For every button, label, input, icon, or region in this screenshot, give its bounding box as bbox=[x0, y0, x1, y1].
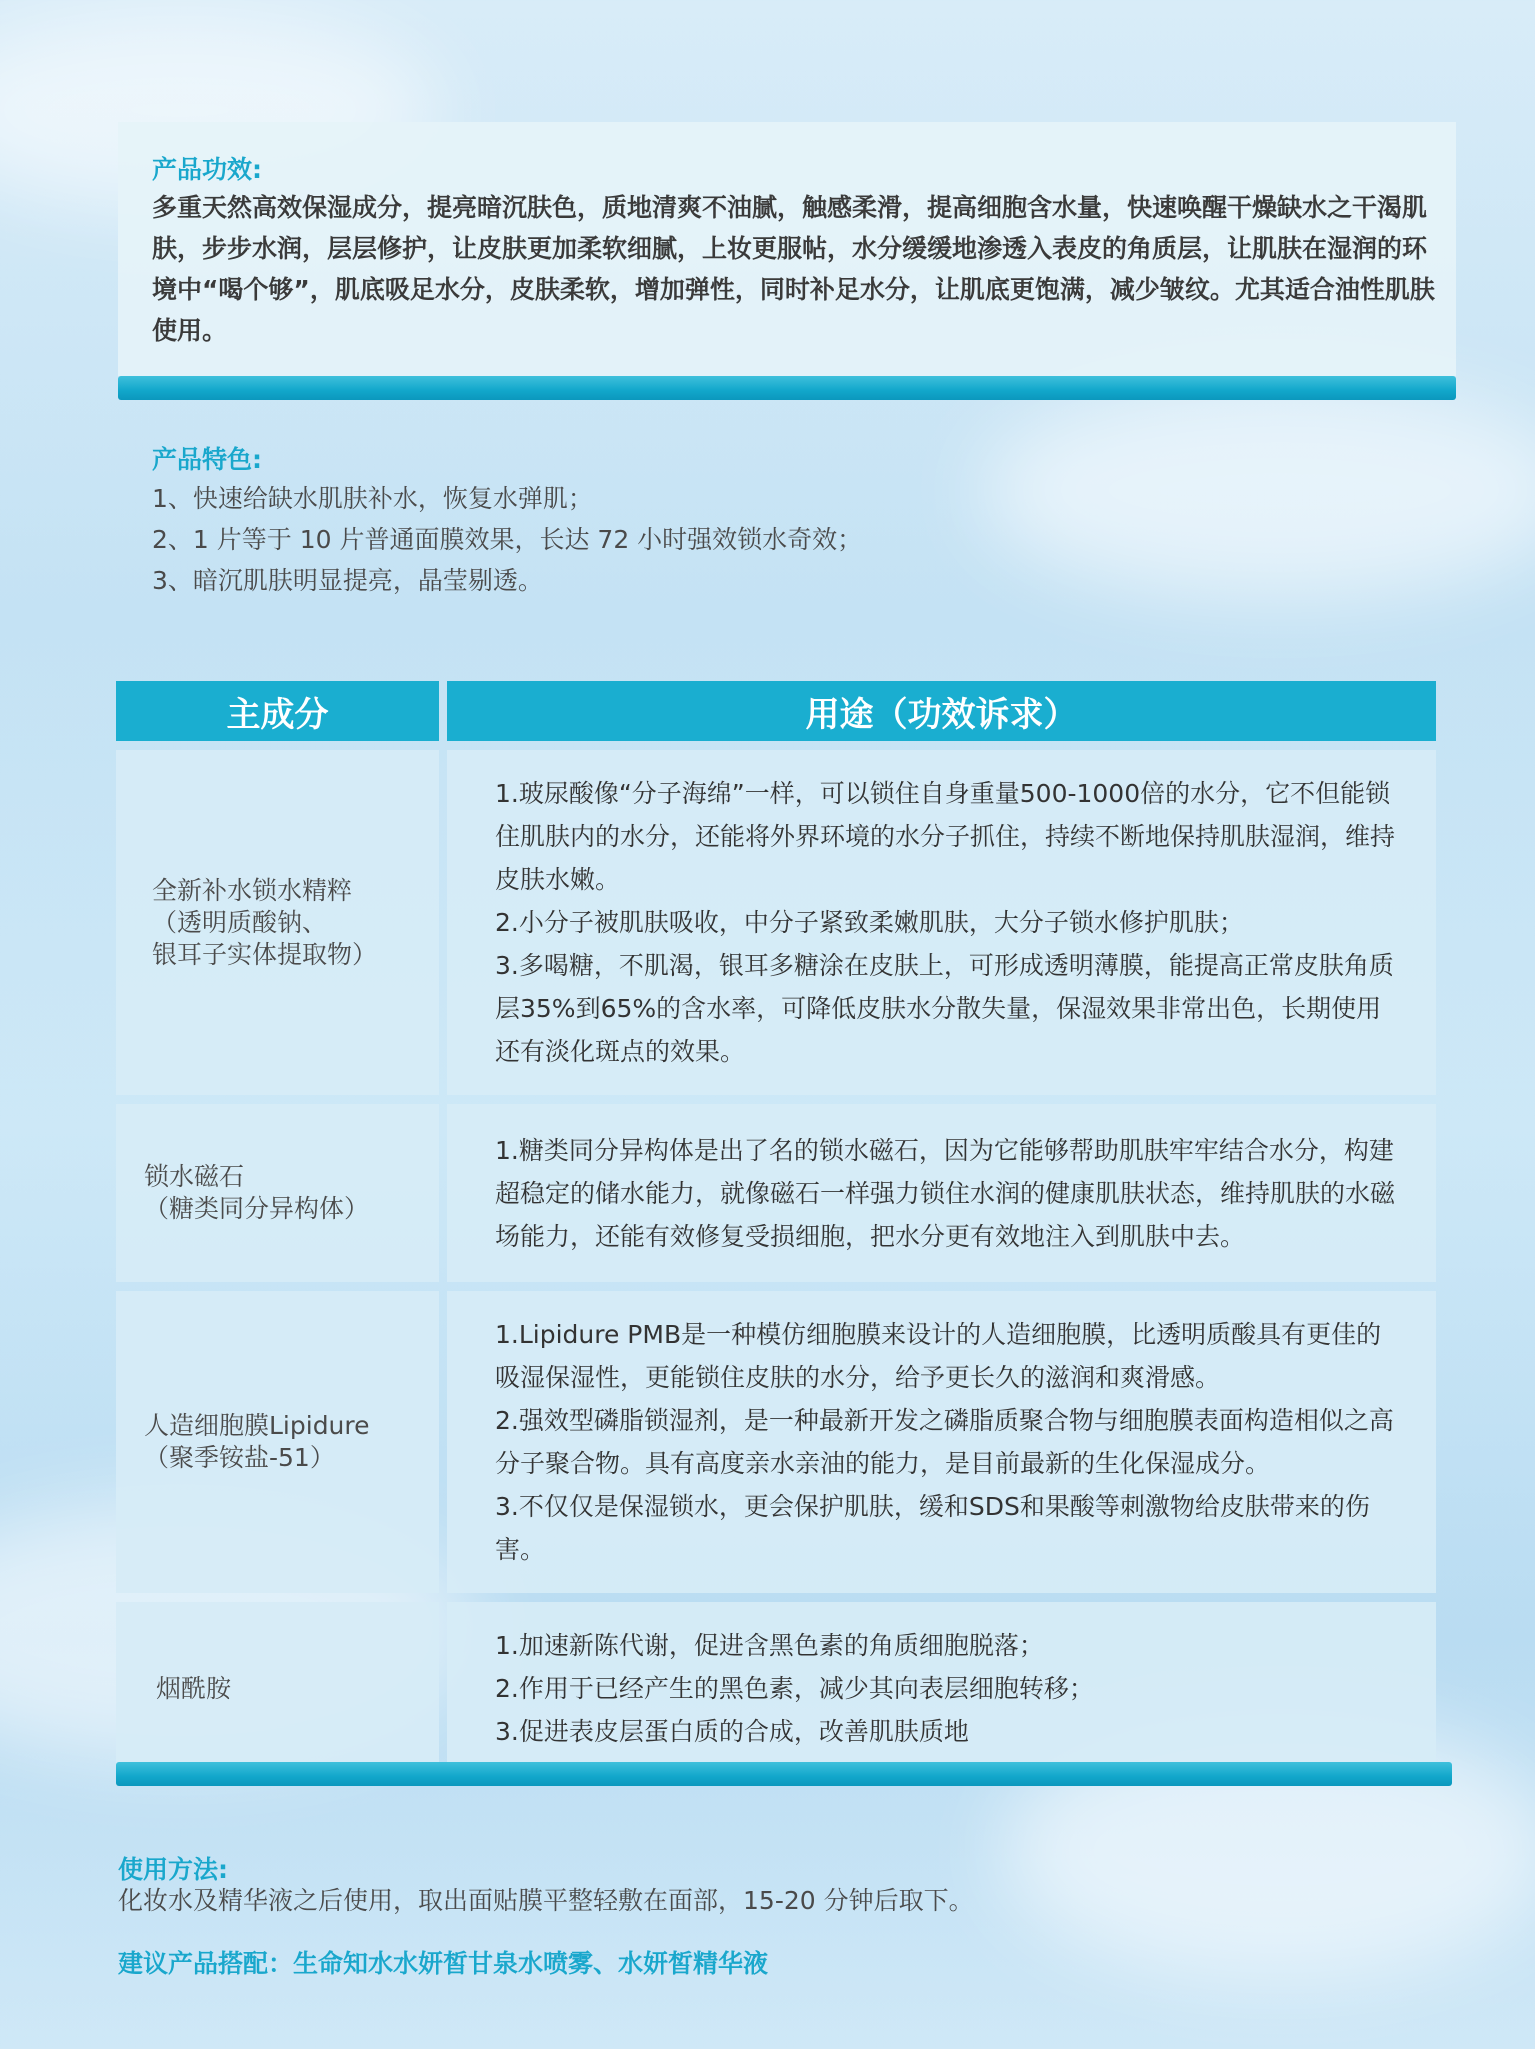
efficacy-text: 多重天然高效保湿成分，提亮暗沉肤色，质地清爽不油腻，触感柔滑，提高细胞含水量，快速唤醒干燥缺水之干渴肌肤，步步水润，层层修护，让皮肤更加柔软细腻，上妆更服帖，水分缓缓地渗透入表皮的角质层，让肌肤在湿润的环境中“喝个够”，肌底吸足水分，皮肤柔软，增加弹性，同时补足水分，让肌底更饱满，减少皱纹。尤其适合油性肌肤使用。 bbox=[152, 193, 1435, 345]
ingredient-name-line: （透明质酸钠、 bbox=[152, 907, 328, 937]
ingredient-name-line: 人造细胞膜Lipidure bbox=[144, 1411, 370, 1440]
usage-line: 1.玻尿酸像“分子海绵”一样，可以锁住自身重量500-1000倍的水分，它不但能锁住肌肤内的水分，还能将外界环境的水分子抓住，持续不断地保持肌肤湿润，维持皮肤水嫩。 bbox=[495, 779, 1396, 894]
table-row bbox=[116, 1602, 1436, 1775]
ingredient-name-line: 全新补水锁水精粹 bbox=[152, 875, 353, 905]
ingredient-usage-cell bbox=[447, 1291, 1436, 1593]
table-row bbox=[116, 750, 1436, 1095]
usage-label: 使用方法: bbox=[118, 1855, 228, 1884]
ingredient-name-cell bbox=[116, 750, 439, 1095]
ingredient-name-cell bbox=[116, 1104, 439, 1282]
ingredient-name-cell bbox=[116, 1291, 439, 1593]
table-bottom-band bbox=[116, 1762, 1452, 1786]
ingredient-name-cell bbox=[116, 1602, 439, 1775]
cloud-decoration bbox=[980, 380, 1535, 600]
table-header-row bbox=[116, 681, 1436, 741]
usage-line: 1.Lipidure PMB是一种模仿细胞膜来设计的人造细胞膜，比透明质酸具有更佳的吸湿保湿性，更能锁住皮肤的水分，给予更长久的滋润和爽滑感。 bbox=[495, 1320, 1382, 1392]
header-usage: 用途（功效诉求） bbox=[447, 681, 1436, 741]
features-label: 产品特色: bbox=[152, 445, 262, 474]
features-list bbox=[152, 478, 862, 601]
table-row bbox=[116, 1291, 1436, 1593]
usage-line: 3.促进表皮层蛋白质的合成，改善肌肤质地 bbox=[495, 1717, 969, 1746]
ingredient-usage-cell bbox=[447, 750, 1436, 1095]
ingredients-table bbox=[108, 672, 1444, 1784]
usage-line: 3.不仅仅是保湿锁水，更会保护肌肤，缓和SDS和果酸等刺激物给皮肤带来的伤害。 bbox=[495, 1492, 1370, 1564]
table-row bbox=[116, 1104, 1436, 1282]
ingredient-usage-cell bbox=[447, 1104, 1436, 1282]
pairing-recommendation: 建议产品搭配：生命知水水妍皙甘泉水喷雾、水妍皙精华液 bbox=[118, 1949, 769, 1978]
efficacy-label: 产品功效: bbox=[152, 155, 262, 184]
usage-line: 1.加速新陈代谢，促进含黑色素的角质细胞脱落； bbox=[495, 1631, 1044, 1660]
ingredient-name-line: （聚季铵盐-51） bbox=[144, 1443, 335, 1472]
usage-text: 化妆水及精华液之后使用，取出面贴膜平整轻敷在面部，15-20 分钟后取下。 bbox=[118, 1886, 974, 1915]
ingredient-name-line: 烟酰胺 bbox=[156, 1673, 232, 1703]
feature-item: 1、快速给缺水肌肤补水，恢复水弹肌； bbox=[152, 484, 593, 513]
usage-line: 3.多喝糖，不肌渴，银耳多糖涂在皮肤上，可形成透明薄膜，能提高正常皮肤角质层35%到65%的含水率，可降低皮肤水分散失量，保湿效果非常出色，长期使用还有淡化斑点的效果。 bbox=[495, 951, 1394, 1066]
usage-line: 2.小分子被肌肤吸收，中分子紧致柔嫩肌肤，大分子锁水修护肌肤； bbox=[495, 908, 1244, 937]
ingredient-name-line: 银耳子实体提取物） bbox=[152, 939, 378, 969]
usage-line: 2.作用于已经产生的黑色素，减少其向表层细胞转移； bbox=[495, 1674, 1094, 1703]
usage-line: 1.糖类同分异构体是出了名的锁水磁石，因为它能够帮助肌肤牢牢结合水分，构建超稳定的储水能力，就像磁石一样强力锁住水润的健康肌肤状态，维持肌肤的水磁场能力，还能有效修复受损细胞，把水分更有效地注入到肌肤中去。 bbox=[495, 1135, 1396, 1251]
ingredient-name-line: 锁水磁石 bbox=[144, 1162, 245, 1191]
header-ingredient: 主成分 bbox=[116, 681, 439, 741]
ingredient-usage-cell bbox=[447, 1602, 1436, 1775]
feature-item: 3、暗沉肌肤明显提亮，晶莹剔透。 bbox=[152, 566, 543, 595]
usage-line: 2.强效型磷脂锁湿剂，是一种最新开发之磷脂质聚合物与细胞膜表面构造相似之高分子聚合物。具有高度亲水亲油的能力，是目前最新的生化保湿成分。 bbox=[495, 1406, 1394, 1478]
feature-item: 2、1 片等于 10 片普通面膜效果，长达 72 小时强效锁水奇效； bbox=[152, 525, 863, 554]
ingredient-name-line: （糖类同分异构体） bbox=[144, 1194, 370, 1223]
efficacy-divider-band bbox=[118, 376, 1456, 400]
